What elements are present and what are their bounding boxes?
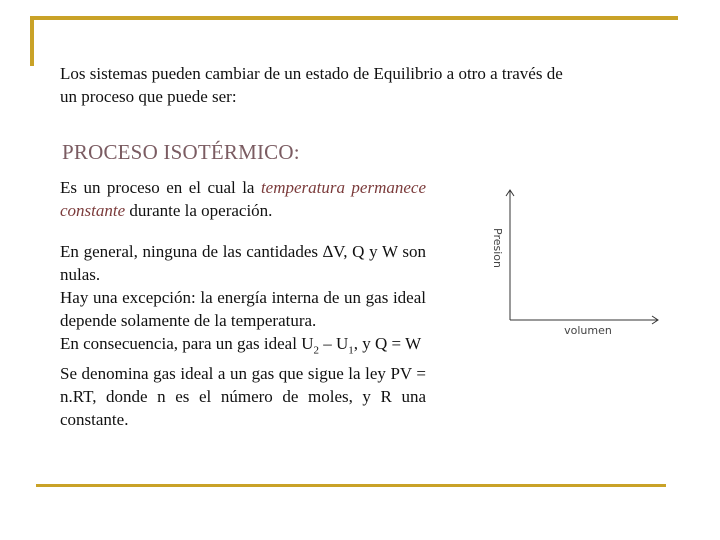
definition-paragraph <box>60 176 426 222</box>
equation-minus: – U <box>318 334 349 353</box>
definition-pre: Es un proceso en el cual la <box>60 178 261 197</box>
equation-pre: En consecuencia, para un gas ideal U <box>60 334 314 353</box>
explanation-line-1-symbols: ∆V, Q y W son nulas. <box>60 242 426 284</box>
frame-corner-vertical <box>30 16 34 66</box>
intro-text <box>60 62 660 108</box>
y-axis-label: Presion <box>491 228 504 268</box>
subscript-1: 1 <box>348 344 354 357</box>
definition-post: durante la operación. <box>125 201 273 220</box>
intro-line-2: un proceso que puede ser: <box>60 87 237 106</box>
subscript-2: 2 <box>313 344 319 357</box>
explanation-line-3 <box>60 332 426 362</box>
equation-post: , y Q = W <box>353 334 422 353</box>
explanation-line-1 <box>60 240 426 286</box>
explanation-line-2: Hay una excepción: la energía interna de un gas ideal depende solamente de la temperatura. <box>60 288 426 330</box>
x-axis-label: volumen <box>564 324 612 337</box>
explanation-line-4: Se denomina gas ideal a un gas que sigue la ley PV = n.RT, donde n es el número de moles, y R una constante. <box>60 364 426 430</box>
frame-top-line <box>30 16 678 20</box>
definition-emphasis: temperatura permanece constante <box>60 178 427 220</box>
explanation-paragraph <box>60 240 426 431</box>
pressure-volume-graph <box>480 180 680 350</box>
section-title: PROCESO ISOTÉRMICO: <box>62 140 300 164</box>
intro-line-1: Los sistemas pueden cambiar de un estado de Equilibrio a otro a través de <box>60 64 563 83</box>
explanation-line-1-text: En general, ninguna de las cantidades <box>60 242 323 261</box>
frame-bottom-line <box>36 484 666 487</box>
